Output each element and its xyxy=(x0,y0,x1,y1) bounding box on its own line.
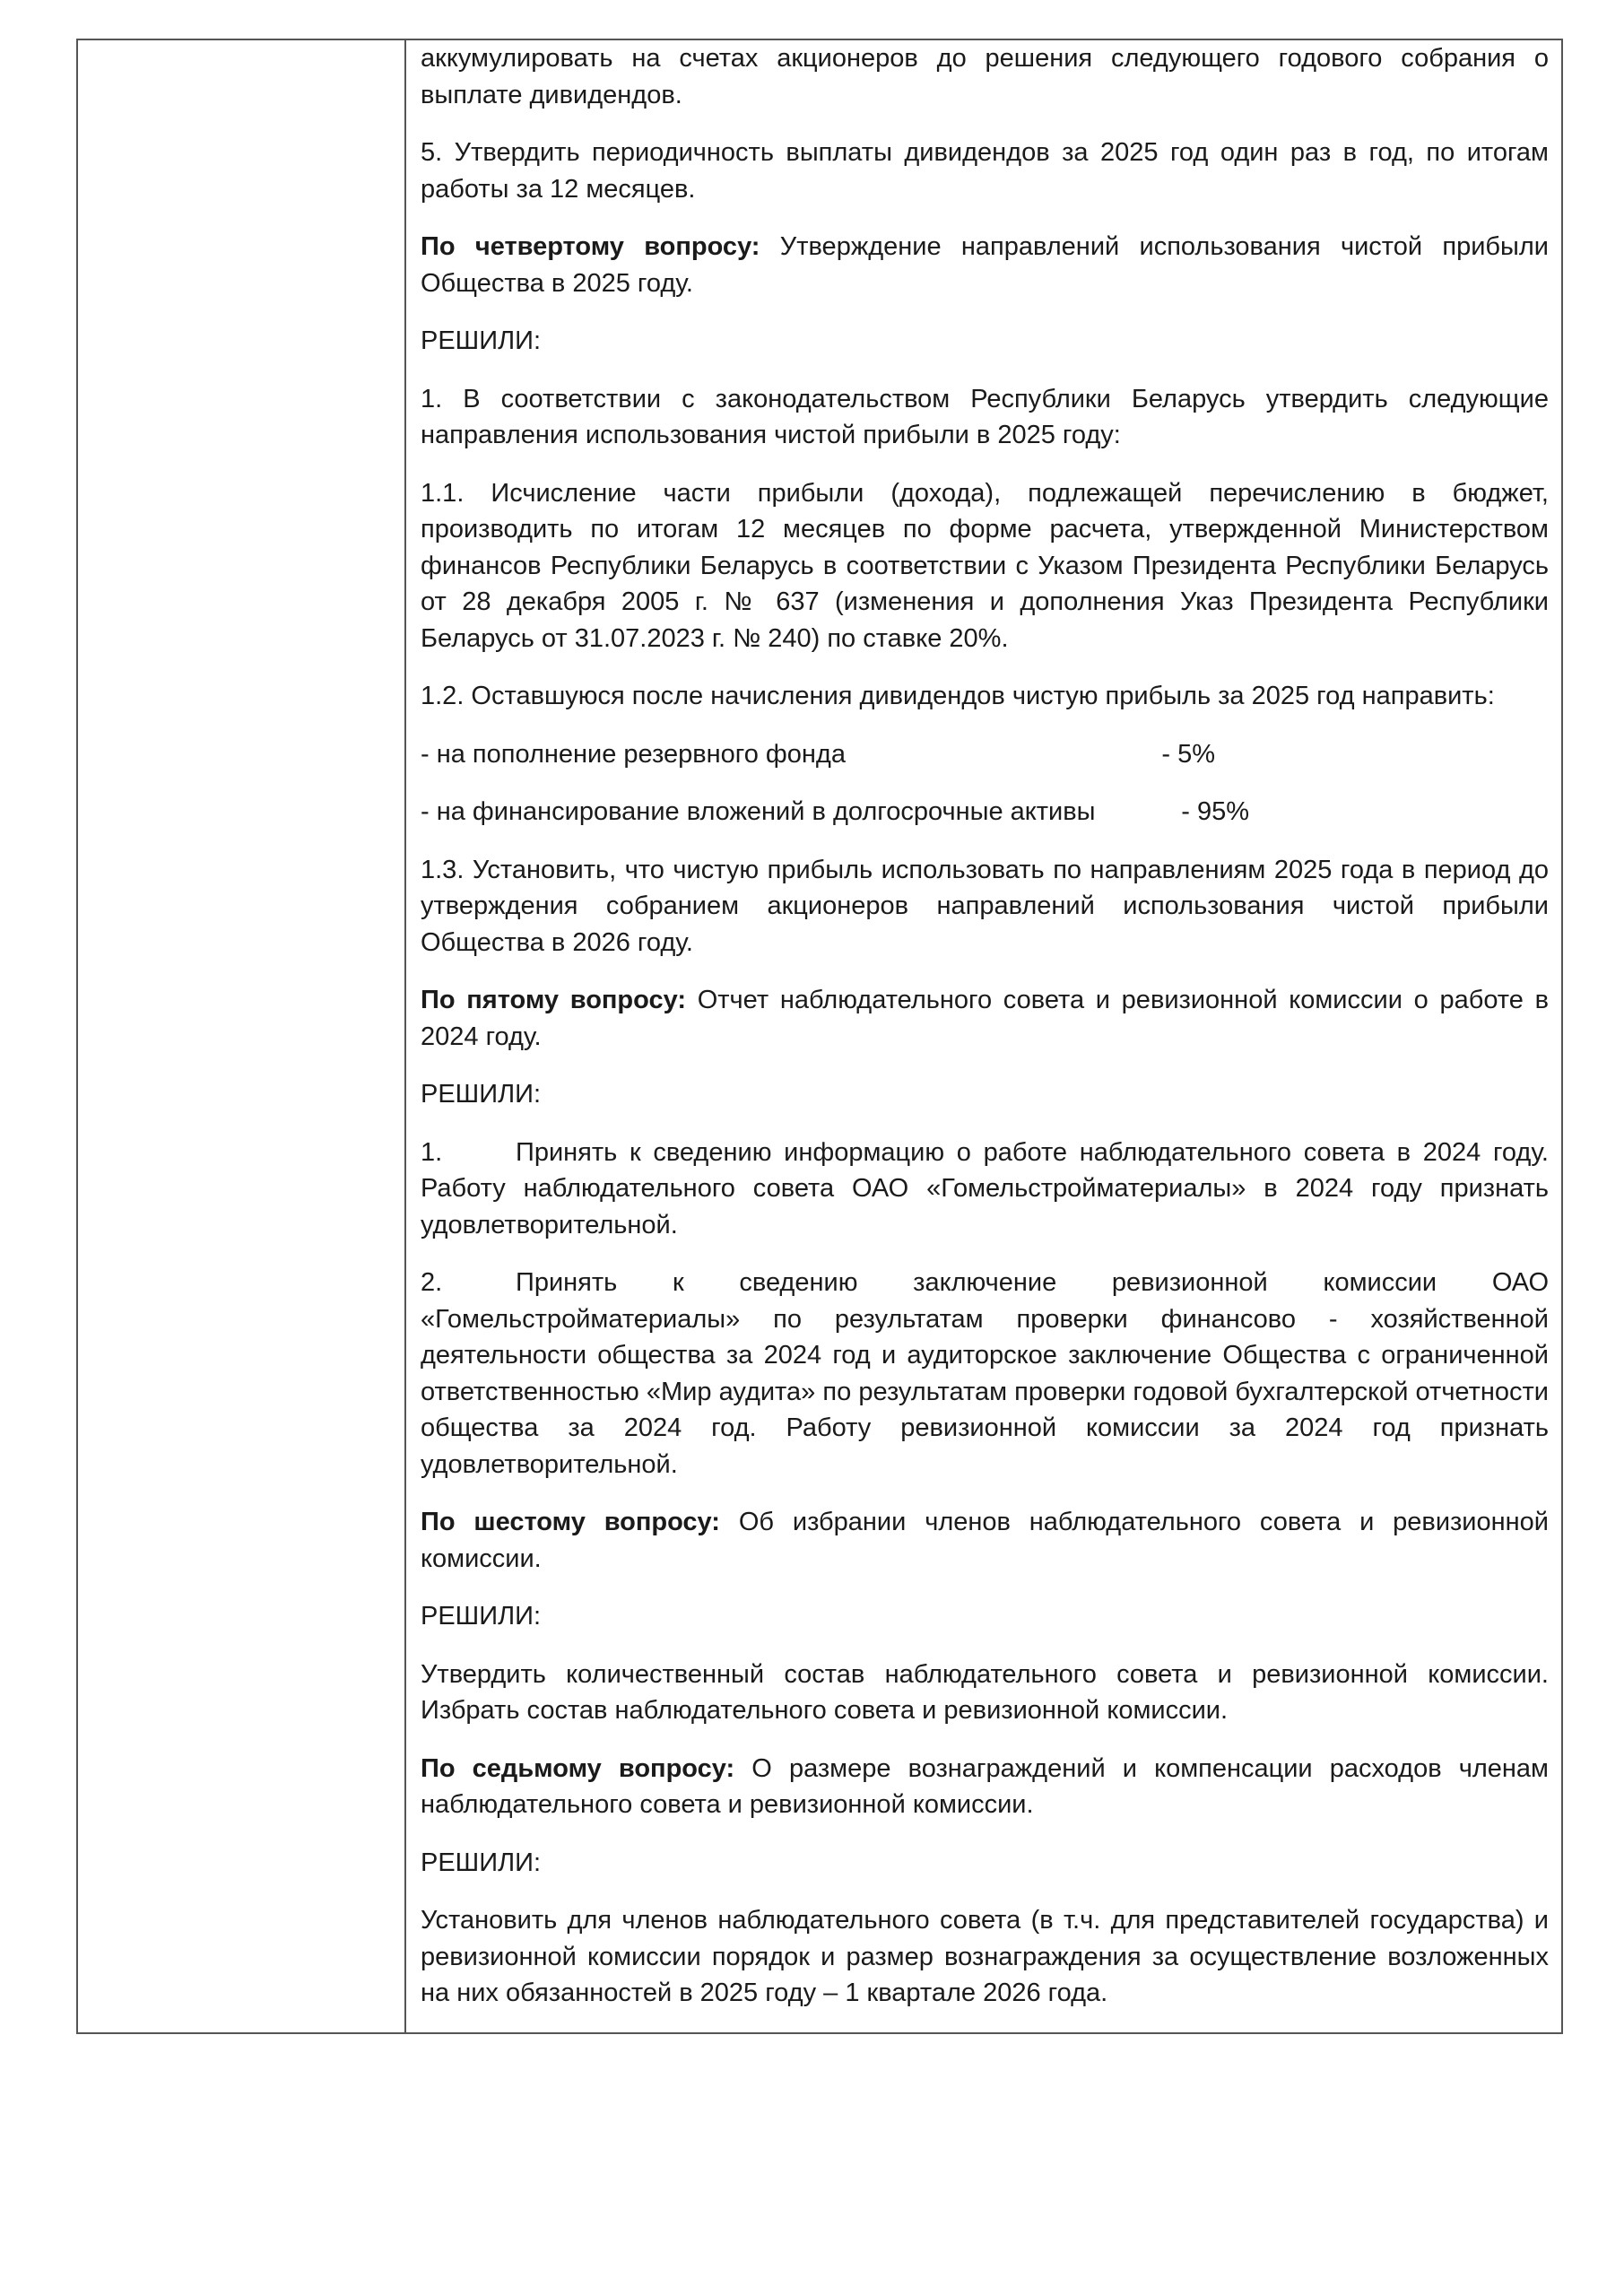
table-right-column xyxy=(406,40,1561,2032)
question-6-resolved: РЕШИЛИ: xyxy=(421,1602,542,1631)
question-4-text: Утверждение направлений использования чистой прибыли Общества в 2025 году. xyxy=(421,232,1549,298)
question-5-text: Отчет наблюдательного совета и ревизионной комиссии о работе в 2024 году. xyxy=(421,986,1550,1051)
question-7-resolved: РЕШИЛИ: xyxy=(421,1848,542,1877)
question-5-point-1 xyxy=(421,1135,1549,1244)
question-4-resolved: РЕШИЛИ: xyxy=(421,326,542,355)
question-5-point-1-number: 1. xyxy=(421,1137,443,1167)
question-6-heading xyxy=(421,1504,1549,1577)
question-5-resolved: РЕШИЛИ: xyxy=(421,1080,542,1109)
question-4-point-1-3: 1.3. Установить, что чистую прибыль использовать по направлениям 2025 года в период до утверждения собранием акционеров направлений использования чистой прибыли Общества в 2026 году. xyxy=(421,855,1549,957)
question-4-point-1-2: 1.2. Оставшуюся после начисления дивидендов чистую прибыль за 2025 год направить: xyxy=(421,682,1495,710)
question-5-point-2-number: 2. xyxy=(421,1268,443,1297)
question-7-lead: По седьмому вопросу: xyxy=(421,1753,735,1783)
continuation-paragraph: аккумулировать на счетах акционеров до решения следующего годового собрания о выплате дивидендов. xyxy=(421,44,1549,109)
question-5-point-1-text: Принять к сведению информацию о работе наблюдательного совета в 2024 году. Работу наблюдательного совета ОАО «Гомельстройматериалы» в 2024 году признать удовлетворительной. xyxy=(421,1137,1549,1239)
longterm-assets-row xyxy=(421,794,1549,831)
item-5-paragraph: 5. Утвердить периодичность выплаты дивидендов за 2025 год один раз в год, по итогам работы за 12 месяцев. xyxy=(421,138,1549,204)
question-7-text: О размере вознаграждений и компенсации расходов членам наблюдательного совета и ревизионной комиссии. xyxy=(421,1753,1549,1819)
question-4-heading xyxy=(421,229,1549,301)
question-5-point-2-text: Принять к сведению заключение ревизионной комиссии ОАО «Гомельстройматериалы» по результатам проверки финансово - хозяйственной деятельности общества за 2024 год и аудиторское заключение Общества с ограниченной ответственностью «Мир аудита» по результатам проверки годовой бухгалтерской отчетности общества за 2024 год. Работу ревизионной комиссии за 2024 год признать удовлетворительной. xyxy=(421,1268,1549,1479)
question-4-lead: По четвертому вопросу: xyxy=(421,232,760,261)
reserve-fund-value: - 5% xyxy=(1161,739,1215,769)
question-5-heading xyxy=(421,982,1549,1055)
question-6-lead: По шестому вопросу: xyxy=(421,1508,720,1536)
reserve-fund-row xyxy=(421,736,1549,773)
question-5-lead: По пятому вопросу: xyxy=(421,986,687,1014)
reserve-fund-label: - на пополнение резервного фонда xyxy=(421,739,846,769)
question-7-heading xyxy=(421,1751,1549,1823)
question-5-point-2 xyxy=(421,1265,1549,1483)
longterm-assets-label: - на финансирование вложений в долгосрочные активы xyxy=(421,797,1096,826)
question-6-point-1: Утвердить количественный состав наблюдательного совета и ревизионной комиссии. Избрать состав наблюдательного совета и ревизионной комиссии. xyxy=(421,1659,1549,1725)
question-4-point-1: 1. В соответствии с законодательством Республики Беларусь утвердить следующие направления использования чистой прибыли в 2025 году: xyxy=(421,384,1549,449)
table-left-column xyxy=(78,40,406,2032)
question-4-point-1-1: 1.1. Исчисление части прибыли (дохода), подлежащей перечислению в бюджет, производить по итогам 12 месяцев по форме расчета, утвержденной Министерством финансов Республики Беларусь в соответствии с Указом Президента Республики Беларусь от 28 декабря 2005 г. № 637 (изменения и дополнения Указ Президента Республики Беларусь от 31.07.2023 г. № 240) по ставке 20%. xyxy=(421,478,1549,653)
longterm-assets-value: - 95% xyxy=(1181,797,1249,826)
minutes-table xyxy=(76,39,1563,2034)
question-6-text: Об избрании членов наблюдательного совета и ревизионной комиссии. xyxy=(421,1508,1549,1573)
question-7-point-1: Установить для членов наблюдательного совета (в т.ч. для представителей государства) и ревизионной комиссии порядок и размер вознаграждения за осуществление возложенных на них обязанностей в 2025 году – 1 квартале 2026 года. xyxy=(421,1906,1549,2007)
